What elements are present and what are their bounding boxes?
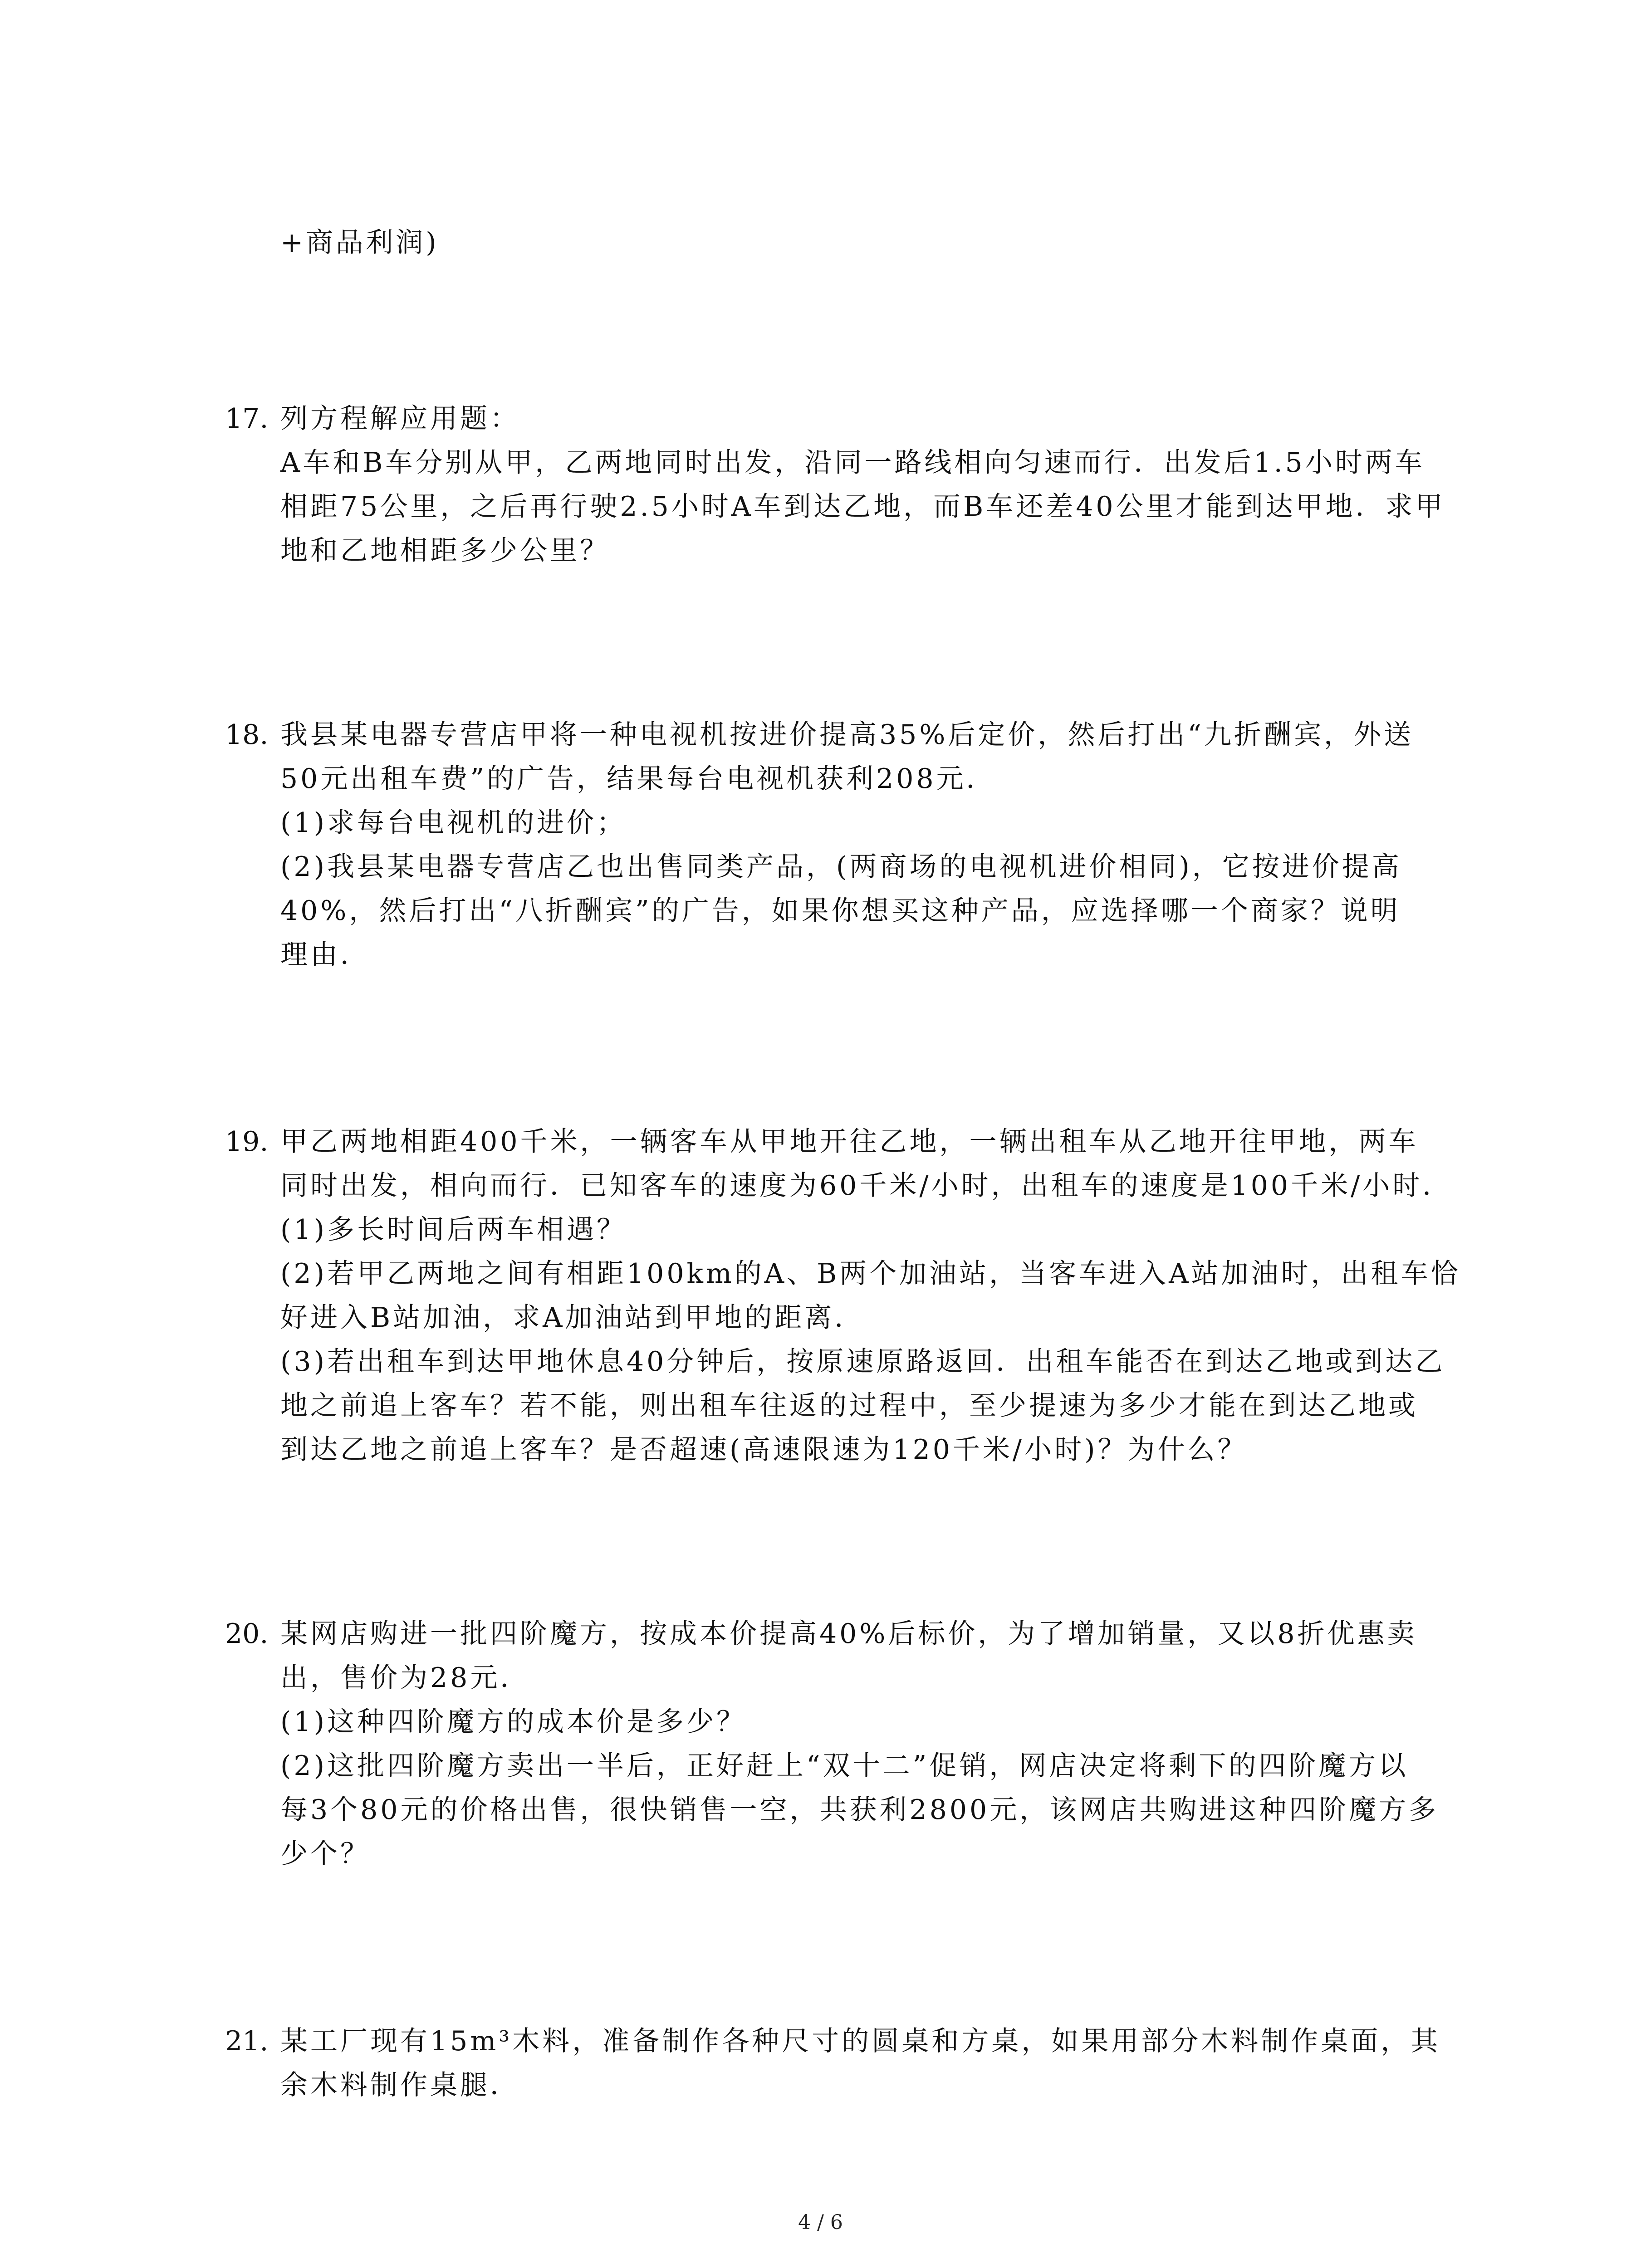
question-20-line-1: 某网店购进一批四阶魔方，按成本价提高40%后标价，为了增加销量，又以8折优惠卖 — [280, 1618, 1417, 1650]
question-20-line-5: 每3个80元的价格出售，很快销售一空，共获利2800元，该网店共购进这种四阶魔方多 — [280, 1794, 1439, 1826]
question-18-number: 18. — [225, 719, 269, 751]
question-18-line-6: 理由． — [280, 939, 370, 971]
question-19-line-1: 甲乙两地相距400千米，一辆客车从甲地开往乙地，一辆出租车从乙地开往甲地，两车 — [280, 1126, 1419, 1158]
question-20-number: 20. — [225, 1618, 269, 1650]
question-19-line-7: 地之前追上客车？若不能，则出租车往返的过程中，至少提速为多少才能在到达乙地或 — [280, 1390, 1418, 1422]
question-20-line-4: (2)这批四阶魔方卖出一半后，正好赶上“双十二”促销，网店决定将剩下的四阶魔方以 — [280, 1750, 1409, 1782]
question-20-line-6: 少个？ — [280, 1838, 370, 1870]
question-19-line-2: 同时出发，相向而行．已知客车的速度为60千米/小时，出租车的速度是100千米/小时． — [280, 1170, 1453, 1202]
question-19-line-4: (2)若甲乙两地之间有相距100km的A、B两个加油站，当客车进入A站加油时，出租车恰 — [280, 1258, 1461, 1290]
question-17-number: 17. — [225, 403, 269, 435]
question-19-line-8: 到达乙地之前追上客车？是否超速(高速限速为120千米/小时)？为什么？ — [280, 1434, 1248, 1466]
question-19-number: 19. — [225, 1126, 269, 1158]
question-19-line-5: 好进入B站加油，求A加油站到甲地的距离． — [280, 1302, 865, 1334]
question-21-line-2: 余木料制作桌腿． — [280, 2069, 520, 2101]
question-18-line-2: 50元出租车费”的广告，结果每台电视机获利208元． — [280, 763, 996, 795]
question-18-line-4: (2)我县某电器专营店乙也出售同类产品，(两商场的电视机进价相同)，它按进价提高 — [280, 851, 1402, 883]
carry-over-text: +商品利润) — [280, 227, 439, 259]
question-20-line-2: 出，售价为28元． — [280, 1662, 530, 1694]
question-21-number: 21. — [225, 2025, 269, 2057]
question-18-line-3: (1)求每台电视机的进价； — [280, 807, 627, 839]
question-20-line-3: (1)这种四阶魔方的成本价是多少？ — [280, 1706, 746, 1738]
question-17-line-1: 列方程解应用题： — [280, 403, 520, 435]
question-19-line-3: (1)多长时间后两车相遇？ — [280, 1214, 627, 1246]
question-21-line-1: 某工厂现有15m³木料，准备制作各种尺寸的圆桌和方桌，如果用部分木料制作桌面，其 — [280, 2025, 1441, 2057]
question-17-line-4: 地和乙地相距多少公里？ — [280, 535, 610, 567]
question-18-line-1: 我县某电器专营店甲将一种电视机按进价提高35%后定价，然后打出“九折酬宾，外送 — [280, 719, 1414, 751]
page-number: 4 / 6 — [798, 2211, 843, 2234]
question-17-line-3: 相距75公里，之后再行驶2.5小时A车到达乙地，而B车还差40公里才能到达甲地．求甲 — [280, 491, 1445, 523]
question-19-line-6: (3)若出租车到达甲地休息40分钟后，按原速原路返回．出租车能否在到达乙地或到达乙 — [280, 1346, 1445, 1378]
question-17-line-2: A车和B车分别从甲，乙两地同时出发，沿同一路线相向匀速而行．出发后1.5小时两车 — [280, 447, 1425, 479]
question-18-line-5: 40%，然后打出“八折酬宾”的广告，如果你想买这种产品，应选择哪一个商家？说明 — [280, 895, 1401, 927]
